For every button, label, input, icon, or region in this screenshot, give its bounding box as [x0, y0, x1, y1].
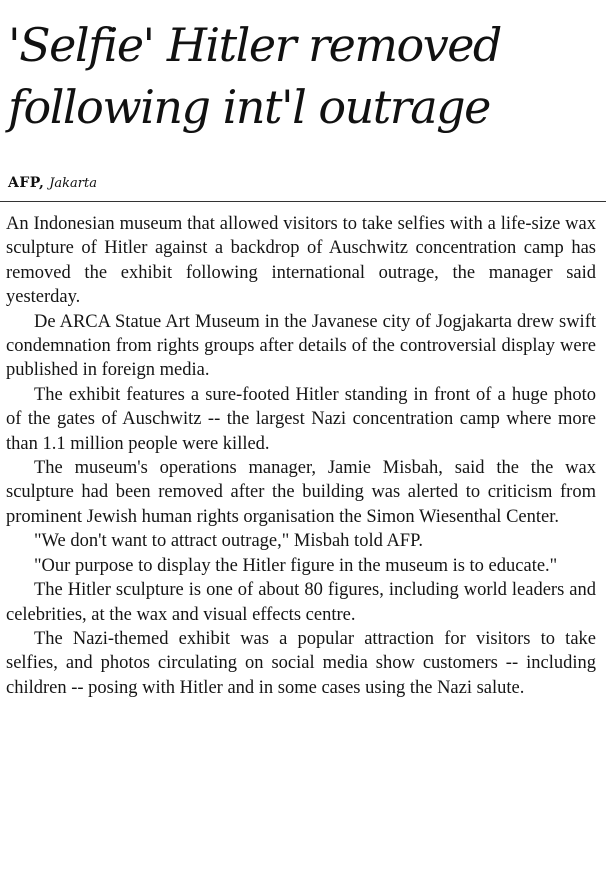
article-body: [6, 212, 596, 700]
headline: 'Selfie' Hitler removed following int'l outrage: [8, 18, 501, 134]
dateline-place: Jakarta: [49, 176, 97, 191]
dateline-agency: AFP,: [8, 175, 45, 191]
paragraph: The exhibit features a sure-footed Hitler standing in front of a huge photo of the gates of Auschwitz -- the largest Nazi concentration camp where more than 1.1 million people were killed.: [6, 384, 596, 454]
paragraph: "We don't want to attract outrage," Misbah told AFP.: [34, 531, 423, 552]
paragraph: De ARCA Statue Art Museum in the Javanese city of Jogjakarta drew swift condemnation from rights groups after details of the controversial display were published in foreign media.: [6, 311, 596, 381]
dateline: [8, 172, 97, 194]
paragraph: "Our purpose to display the Hitler figure in the museum is to educate.": [34, 555, 558, 576]
paragraph: The Hitler sculpture is one of about 80 figures, including world leaders and celebrities, at the wax and visual effects centre.: [6, 580, 596, 625]
paragraph: The museum's operations manager, Jamie Misbah, said the the wax sculpture had been removed after the building was alerted to criticism from prominent Jewish human rights organisation the Simon Wiesenthal Center.: [6, 458, 596, 527]
paragraph: An Indonesian museum that allowed visitors to take selfies with a life-size wax sculpture of Hitler against a backdrop of Auschwitz concentration camp has removed the exhibit following international outrage, the manager said yesterday.: [6, 214, 596, 308]
divider-rule: [0, 201, 606, 202]
paragraph: The Nazi-themed exhibit was a popular attraction for visitors to take selfies, and photos circulating on social media show customers -- including children -- posing with Hitler and in some cases using the Nazi salute.: [6, 628, 596, 698]
